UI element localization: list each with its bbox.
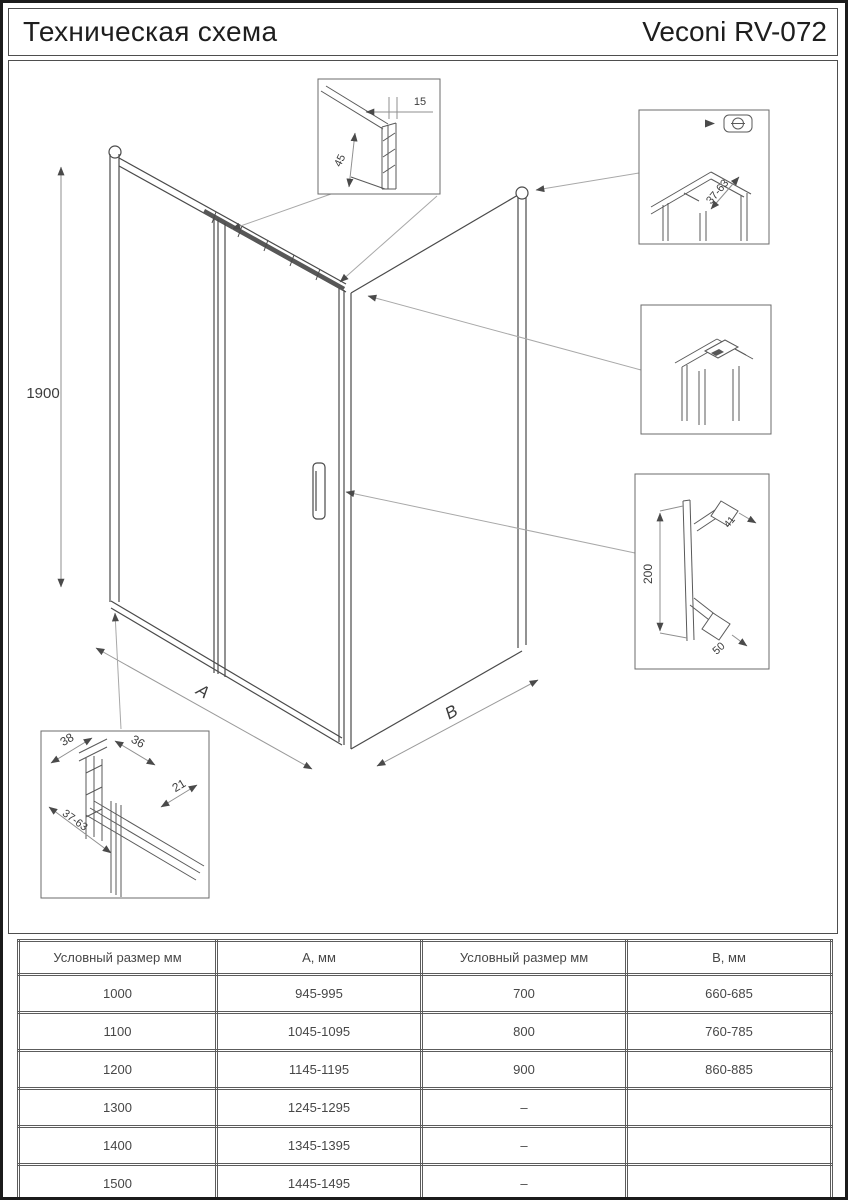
table-cell: 1300 <box>19 1089 217 1127</box>
table-header-cell: В, мм <box>627 941 832 975</box>
table-cell <box>627 1089 832 1127</box>
door-handle <box>313 463 325 519</box>
table-cell: 1245-1295 <box>217 1089 422 1127</box>
table-row <box>19 1051 832 1089</box>
table-cell: 1500 <box>19 1165 217 1200</box>
table-cell: 1000 <box>19 975 217 1013</box>
dim-15-label: 15 <box>413 96 427 108</box>
table-cell: – <box>422 1127 627 1165</box>
dim-37-63-bottom-label: 37-63 <box>59 807 90 834</box>
table-cell: 1345-1395 <box>217 1127 422 1165</box>
table-cell <box>627 1165 832 1200</box>
product-name: Veconi RV-072 <box>642 16 827 47</box>
table-cell: 860-885 <box>627 1051 832 1089</box>
dim-41-label: 41 <box>722 514 738 531</box>
table-cell: 900 <box>422 1051 627 1089</box>
dim-38-label: 38 <box>57 730 77 750</box>
depth-dimension <box>377 680 538 766</box>
dim-45-label: 45 <box>332 152 349 169</box>
table-cell: 1045-1095 <box>217 1013 422 1051</box>
width-dim-label: A <box>193 680 213 703</box>
leader-lines <box>115 173 641 729</box>
depth-dim-label: B <box>441 701 461 724</box>
table-cell: 660-685 <box>627 975 832 1013</box>
enclosure-drawing <box>109 146 528 749</box>
technical-drawing <box>9 61 837 933</box>
callout-corner-profile <box>641 305 771 434</box>
table-header-cell: Условный размер мм <box>422 941 627 975</box>
table-cell: – <box>422 1089 627 1127</box>
table-cell: 1400 <box>19 1127 217 1165</box>
dim-36-label: 36 <box>128 732 148 751</box>
dim-200-label: 200 <box>641 563 655 585</box>
table-row <box>19 1013 832 1051</box>
table-header-row <box>19 941 832 975</box>
size-table-body <box>19 975 832 1200</box>
table-header-cell: Условный размер мм <box>19 941 217 975</box>
size-table <box>17 939 833 1200</box>
table-cell: 800 <box>422 1013 627 1051</box>
height-dimension <box>26 167 61 587</box>
callout-top-profile <box>318 79 440 194</box>
table-cell: 1100 <box>19 1013 217 1051</box>
table-row <box>19 975 832 1013</box>
table-cell: 945-995 <box>217 975 422 1013</box>
dim-50-label: 50 <box>710 640 728 658</box>
table-row <box>19 1089 832 1127</box>
callout-wall-bracket <box>635 474 769 669</box>
height-dim-label: 1900 <box>26 385 60 402</box>
table-cell: 700 <box>422 975 627 1013</box>
table-cell: – <box>422 1165 627 1200</box>
table-row <box>19 1127 832 1165</box>
dim-21-label: 21 <box>169 776 189 796</box>
table-cell: 760-785 <box>627 1013 832 1051</box>
drawing-area <box>8 60 838 934</box>
callout-bottom-corner <box>41 730 209 898</box>
table-cell: 1445-1495 <box>217 1165 422 1200</box>
table-cell: 1145-1195 <box>217 1051 422 1089</box>
callout-wall-profile <box>639 110 769 244</box>
screw-icon <box>705 115 752 132</box>
table-row <box>19 1165 832 1200</box>
header-bar <box>8 8 838 56</box>
table-cell: 1200 <box>19 1051 217 1089</box>
dim-37-63-label: 37-63 <box>704 177 732 207</box>
table-cell <box>627 1127 832 1165</box>
page-title: Техническая схема <box>23 16 278 47</box>
table-header-cell: А, мм <box>217 941 422 975</box>
